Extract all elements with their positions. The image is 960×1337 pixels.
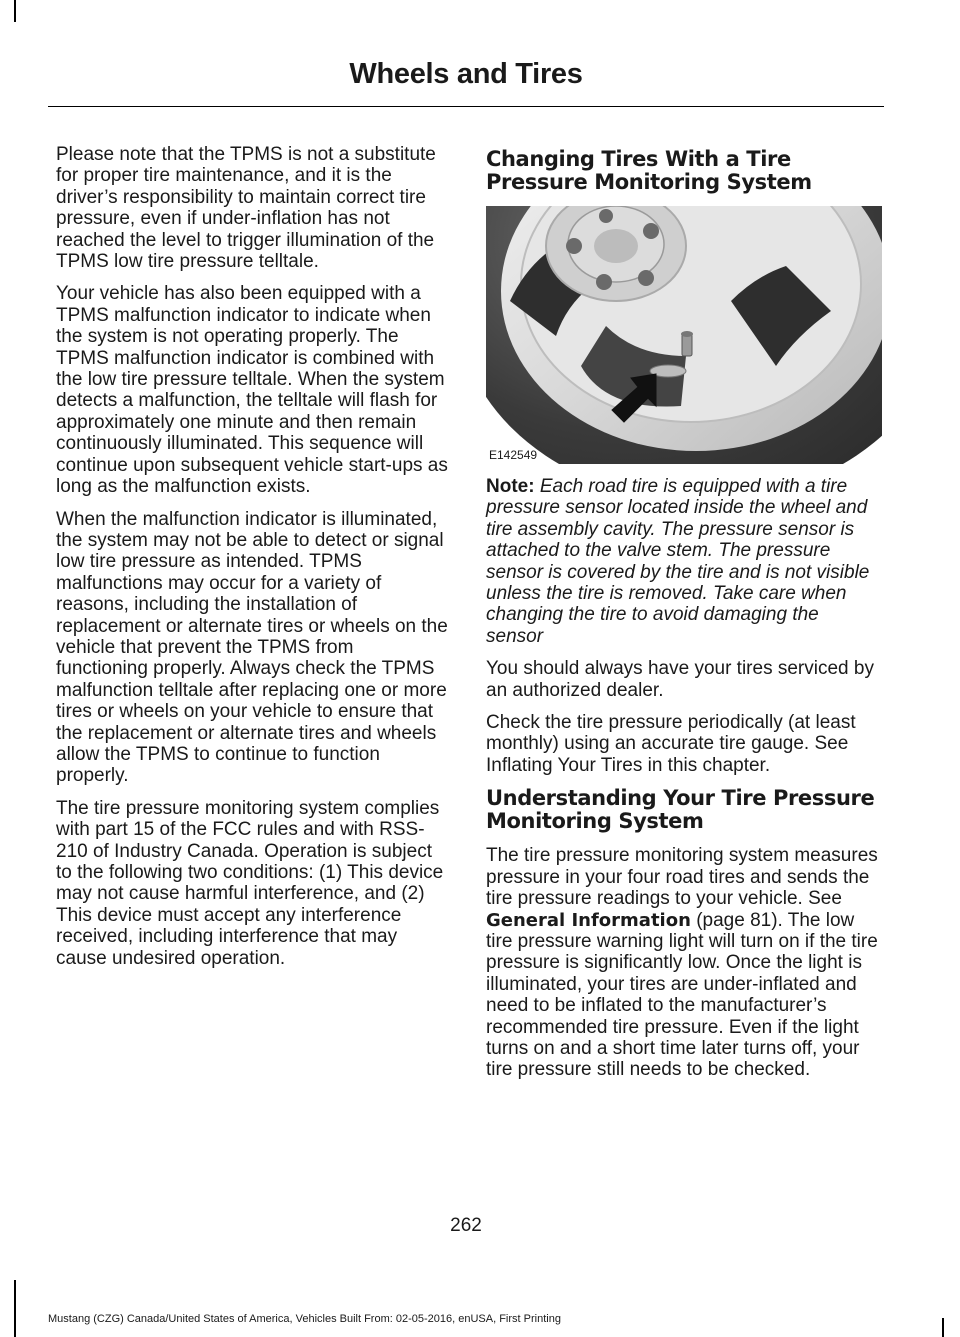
header-divider [48,106,884,107]
paragraph-understanding-tpms [486,845,878,1080]
note-tire-pressure-sensor [486,476,878,647]
page-header-title: Wheels and Tires [349,58,583,90]
paragraph-text-part-1: The tire pressure monitoring system measures pressure in your four road tires and sends the tire pressure readings to your vehicle. See [486,845,878,910]
paragraph-text-part-2: (page 81). The low tire pressure warning light will turn on if the tire pressure is significantly low. Once the light is illuminated, your tires are under-inflated and need to be inflated to the manufacturer’s recommended tire pressure. Even if the light turns on and a short time later turns off, your tire pressure still needs to be checked. [486,909,878,1081]
wheel-valve-stem-drawing [486,206,882,464]
paragraph-fcc-compliance: The tire pressure monitoring system complies with part 15 of the FCC rules and with RSS-210 of Industry Canada. Operation is subject to the following two conditions: (1) This device may not cause harmful interference, and (2) This device must accept any interference received, including interference that may cause undesired operation. [56,797,444,969]
paragraph-malfunction-indicator: Your vehicle has also been equipped with a TPMS malfunction indicator to indicate when the system is not operating properly. The TPMS malfunction indicator is combined with the low tire pressure telltale. When the system detects a malfunction, the telltale will flash for approximately one minute and then remain continuously illuminated. This sequence will continue upon subsequent vehicle start-ups as long as the malfunction exists. [56,283,448,498]
note-label: Note: [486,476,535,497]
page-number: 262 [450,1215,482,1236]
tire-valve-illustration [486,206,882,464]
crop-mark [14,1280,16,1337]
footer-print-info: Mustang (CZG) Canada/United States of America, Vehicles Built From: 02-05-2016, enUSA, First Printing [48,1313,561,1325]
paragraph-check-pressure: Check the tire pressure periodically (at least monthly) using an accurate tire gauge. See Inflating Your Tires in this chapter. [486,712,856,776]
section-heading-understanding-tpms: Understanding Your Tire Pressure Monitoring System [486,786,875,834]
left-column [56,144,448,980]
section-heading-changing-tires: Changing Tires With a Tire Pressure Monitoring System [486,147,812,194]
paragraph-tpms-substitute: Please note that the TPMS is not a substitute for proper tire maintenance, and it is the driver’s responsibility to maintain correct tire pressure, even if under-inflation has not reached the level to trigger illumination of the TPMS low tire pressure telltale. [56,144,436,273]
note-text: Each road tire is equipped with a tire pressure sensor located inside the wheel and tire assembly cavity. The pressure sensor is attached to the valve stem. The pressure sensor is covered by the tire and is not visible unless the tire is removed. Take care when changing the tire to avoid damaging the sensor [486,476,870,647]
figure-id-label: E142549 [489,448,538,462]
general-information-link[interactable]: General Information [486,909,691,931]
paragraph-malfunction-causes: When the malfunction indicator is illuminated, the system may not be able to detect or signal low tire pressure as intended. TPMS malfunctions may occur for a variety of reasons, including the installation of replacement or alternate tires or wheels on the vehicle that prevent the TPMS from functioning properly. Always check the TPMS malfunction telltale after replacing one or more tires or wheels on your vehicle to ensure that the replacement or alternate tires and wheels allow the TPMS to continue to function properly. [56,508,448,787]
crop-mark [942,1318,944,1337]
crop-mark [14,0,16,22]
paragraph-authorized-dealer: You should always have your tires serviced by an authorized dealer. [486,658,874,701]
right-column [486,144,878,1092]
